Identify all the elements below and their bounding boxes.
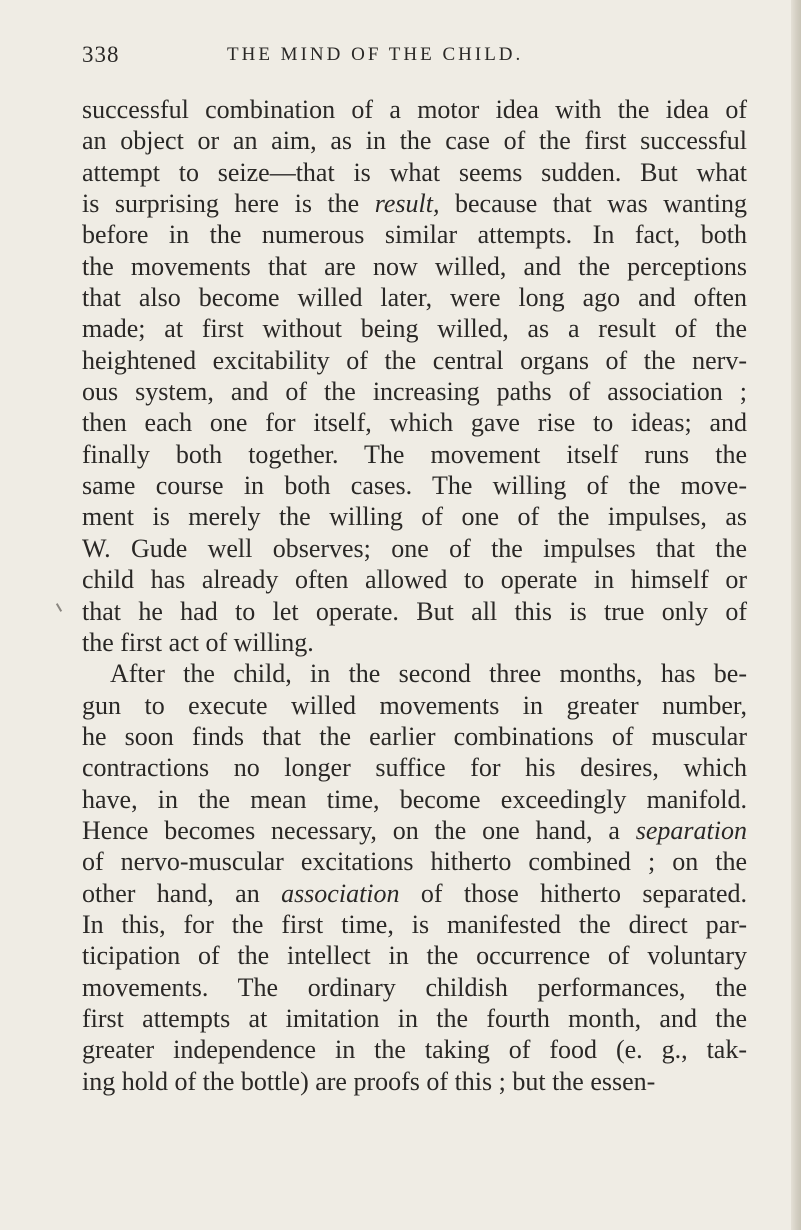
text-line: attempt to seize—that is what seems sudden. But what (82, 157, 747, 187)
text-line: first attempts at imitation in the fourth month, and the (82, 1003, 747, 1033)
italic-word: separation (635, 815, 747, 845)
text-line: other hand, an association of those hitherto separated. (82, 878, 747, 908)
text-line: then each one for itself, which gave rise to ideas; and (82, 408, 747, 438)
text-line: heightened excitability of the central organs of the nerv- (82, 345, 747, 375)
italic-word: association (281, 878, 400, 908)
text-line: After the child, in the second three months, has be- (110, 659, 747, 689)
text-line: have, in the mean time, become exceedingly manifold. (82, 784, 747, 814)
text-line: an object or an aim, as in the case of the first successful (82, 126, 747, 156)
text-line: the movements that are now willed, and the perceptions (82, 251, 747, 281)
text-line: made; at first without being willed, as a result of the (82, 314, 747, 344)
italic-word: result, (374, 189, 440, 219)
text-line: that also become willed later, were long ago and often (82, 283, 747, 313)
text-line: of nervo-muscular excitations hitherto combined ; on the (82, 847, 747, 877)
page-edge (791, 0, 801, 1230)
text-line: he soon finds that the earlier combinations of muscular (82, 721, 747, 751)
text-line: the first act of willing. (82, 627, 314, 657)
text-line: ment is merely the willing of one of the impulses, as (82, 502, 747, 532)
text-line: before in the numerous similar attempts. In fact, both (82, 220, 747, 250)
text-line: same course in both cases. The willing of the move- (82, 471, 747, 501)
text-line: ticipation of the intellect in the occurrence of voluntary (82, 941, 747, 971)
text-line: ous system, and of the increasing paths of association ; (82, 377, 747, 407)
text-line: gun to execute willed movements in greater number, (82, 690, 747, 720)
text-line: In this, for the first time, is manifested the direct par- (82, 909, 747, 939)
text-line: ing hold of the bottle) are proofs of this ; but the essen- (82, 1066, 656, 1096)
body-text (82, 94, 747, 1097)
text-line: greater independence in the taking of food (e. g., tak- (82, 1035, 747, 1065)
page-number: 338 (82, 42, 120, 67)
text-line: movements. The ordinary childish performances, the (82, 972, 747, 1002)
page-header (82, 42, 747, 72)
text-line: Hence becomes necessary, on the one hand, a separation (82, 815, 747, 845)
text-line: W. Gude well observes; one of the impulses that the (82, 533, 747, 563)
running-title: THE MIND OF THE CHILD. (227, 44, 524, 65)
text-line: is surprising here is the result, because that was wanting (82, 189, 747, 219)
text-line: child has already often allowed to operate in himself or (82, 565, 747, 595)
text-line: successful combination of a motor idea with the idea of (82, 95, 747, 124)
text-line: finally both together. The movement itself runs the (82, 439, 747, 469)
text-line: that he had to let operate. But all this is true only of (82, 596, 747, 626)
margin-mark (56, 603, 62, 612)
text-line: contractions no longer suffice for his desires, which (82, 753, 747, 783)
